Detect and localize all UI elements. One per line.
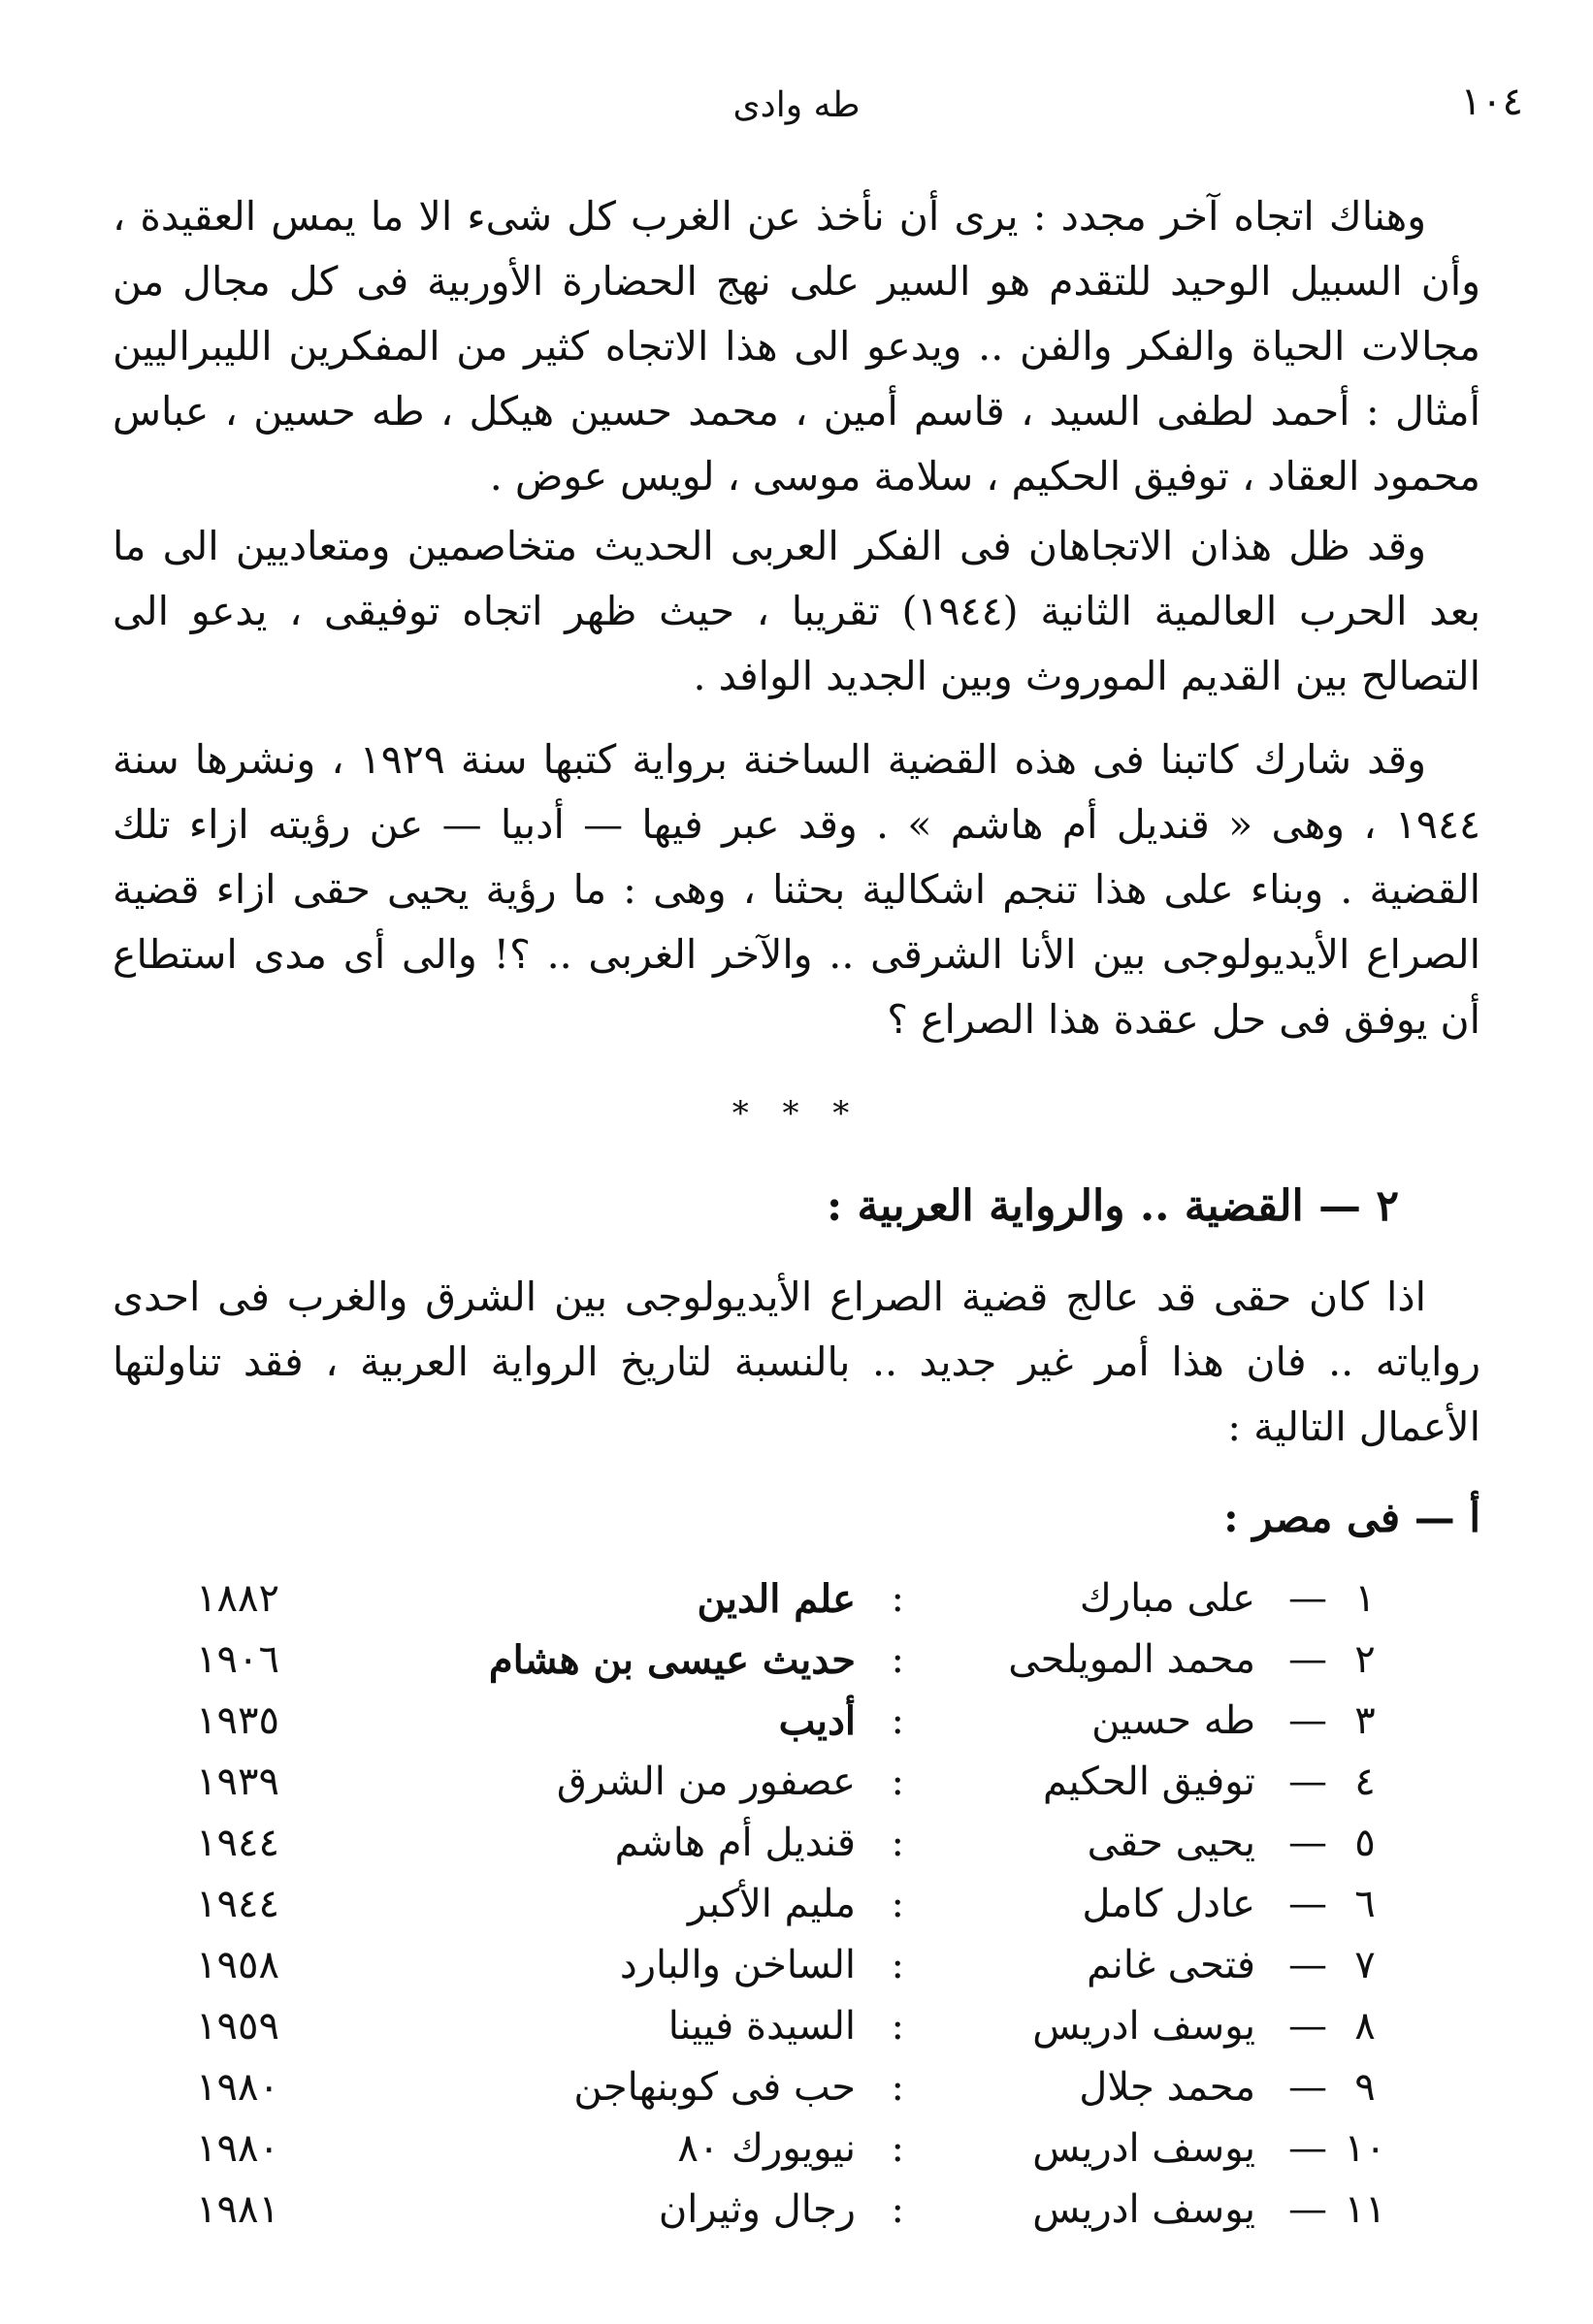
work-row (196, 1637, 1389, 1698)
work-dash: — (1288, 2065, 1327, 2110)
work-title: حديث عيسى بن هشام (488, 1637, 856, 1683)
work-author: يوسف ادريس (1032, 2187, 1255, 2232)
work-author: يوسف ادريس (1032, 2126, 1255, 2171)
work-dash: — (1288, 1576, 1327, 1621)
work-title: قنديل أم هاشم (614, 1821, 856, 1865)
work-number: ١١ (1344, 2187, 1386, 2232)
work-year: ١٩٣٩ (196, 1759, 279, 1804)
work-colon: : (891, 2187, 904, 2232)
work-year: ١٩٠٦ (196, 1637, 279, 1682)
work-number: ١٠ (1344, 2126, 1386, 2171)
work-title: مليم الأكبر (687, 1882, 856, 1926)
work-dash: — (1288, 1759, 1327, 1804)
section-separator: * * * (731, 1094, 862, 1133)
work-author: عادل كامل (1082, 1882, 1255, 1926)
paragraph-3 (113, 727, 1480, 1052)
work-year: ١٩٣٥ (196, 1698, 279, 1743)
work-dash: — (1288, 1698, 1327, 1743)
work-year: ١٩٥٨ (196, 1943, 279, 1987)
work-dash: — (1288, 1637, 1327, 1682)
work-colon: : (891, 1943, 904, 1987)
work-number: ١ (1354, 1576, 1376, 1621)
work-colon: : (891, 1821, 904, 1865)
work-number: ٦ (1354, 1882, 1376, 1926)
work-row (196, 1759, 1389, 1821)
work-colon: : (891, 1576, 904, 1621)
section-heading: ٢ — القضية .. والرواية العربية : (826, 1181, 1399, 1231)
work-number: ٩ (1354, 2065, 1376, 2110)
work-colon: : (891, 2126, 904, 2171)
work-dash: — (1288, 1943, 1327, 1987)
work-colon: : (891, 1698, 904, 1743)
work-colon: : (891, 2065, 904, 2110)
work-title: الساخن والبارد (619, 1943, 856, 1987)
work-title: نيويورك ٨٠ (677, 2126, 856, 2171)
paragraph-text: وقد شارك كاتبنا فى هذه القضية الساخنة برواية كتبها سنة ١٩٢٩ ، ونشرها سنة ١٩٤٤ ، وهى « قنديل أم هاشم » . وقد عبر فيها — أدبيا — عن رؤيته ازاء تلك القضية . وبناء على هذا تنجم اشكالية بحثنا ، وهى : ما رؤية يحيى حقى ازاء قضية الصراع الأيديولوجى بين الأنا الشرقى .. والآخر الغربى .. ؟! والى أى مدى استطاع أن يوفق فى حل عقدة هذا الصراع ؟ (113, 736, 1480, 1043)
work-title: السيدة فيينا (667, 2004, 856, 2049)
work-number: ٥ (1354, 1821, 1376, 1865)
works-list (196, 1576, 1389, 2248)
work-author: على مبارك (1079, 1576, 1255, 1621)
work-title: رجال وثيران (658, 2187, 856, 2232)
work-author: محمد جلال (1079, 2065, 1255, 2110)
work-number: ٣ (1354, 1698, 1376, 1743)
work-dash: — (1288, 1821, 1327, 1865)
work-year: ١٩٤٤ (196, 1882, 279, 1926)
work-row (196, 2004, 1389, 2065)
work-colon: : (891, 2004, 904, 2049)
page-number: ١٠٤ (1460, 80, 1523, 124)
paragraph-2 (113, 514, 1480, 709)
paragraph-1 (113, 184, 1480, 509)
work-colon: : (891, 1637, 904, 1682)
work-dash: — (1288, 2126, 1327, 2171)
paragraph-text: وقد ظل هذان الاتجاهان فى الفكر العربى الحديث متخاصمين ومتعاديين الى ما بعد الحرب العالمية الثانية (١٩٤٤) تقريبا ، حيث ظهر اتجاه توفيقى ، يدعو الى التصالح بين القديم الموروث وبين الجديد الوافد . (113, 523, 1480, 699)
work-number: ٢ (1354, 1637, 1376, 1682)
work-author: طه حسين (1091, 1698, 1255, 1743)
work-author: يحيى حقى (1087, 1821, 1255, 1865)
work-author: توفيق الحكيم (1043, 1759, 1255, 1804)
work-year: ١٩٨١ (196, 2187, 279, 2232)
work-row (196, 1698, 1389, 1759)
work-title: علم الدين (697, 1576, 856, 1622)
subsection-heading: أ — فى مصر : (1223, 1494, 1480, 1541)
work-author: يوسف ادريس (1032, 2004, 1255, 2049)
work-dash: — (1288, 1882, 1327, 1926)
work-row (196, 1943, 1389, 2004)
work-number: ٤ (1354, 1759, 1376, 1804)
work-title: أديب (778, 1698, 856, 1744)
work-author: فتحى غانم (1087, 1943, 1255, 1987)
work-year: ١٩٨٠ (196, 2126, 279, 2171)
work-year: ١٩٤٤ (196, 1821, 279, 1865)
work-title: عصفور من الشرق (556, 1759, 856, 1804)
work-colon: : (891, 1759, 904, 1804)
work-year: ١٨٨٢ (196, 1576, 279, 1621)
work-row (196, 2126, 1389, 2187)
work-row (196, 1821, 1389, 1882)
work-row (196, 2187, 1389, 2248)
work-row (196, 2065, 1389, 2126)
work-title: حب فى كوبنهاجن (573, 2065, 856, 2110)
paragraph-text: اذا كان حقى قد عالج قضية الصراع الأيديولوجى بين الشرق والغرب فى احدى رواياته .. فان هذا أمر غير جديد .. بالنسبة لتاريخ الرواية العربية ، فقد تناولتها الأعمال التالية : (113, 1274, 1480, 1450)
paragraph-4 (113, 1265, 1480, 1460)
work-colon: : (891, 1882, 904, 1926)
work-author: محمد المويلحى (1008, 1637, 1255, 1682)
work-year: ١٩٥٩ (196, 2004, 279, 2049)
paragraph-text: وهناك اتجاه آخر مجدد : يرى أن نأخذ عن الغرب كل شىء الا ما يمس العقيدة ، وأن السبيل الوحيد للتقدم هو السير على نهج الحضارة الأوربية فى كل مجال من مجالات الحياة والفكر والفن .. ويدعو الى هذا الاتجاه كثير من المفكرين الليبراليين أمثال : أحمد لطفى السيد ، قاسم أمين ، محمد حسين هيكل ، طه حسين ، عباس محمود العقاد ، توفيق الحكيم ، سلامة موسى ، لويس عوض . (113, 193, 1480, 500)
work-dash: — (1288, 2187, 1327, 2232)
work-row (196, 1882, 1389, 1943)
work-dash: — (1288, 2004, 1327, 2049)
work-number: ٨ (1354, 2004, 1376, 2049)
running-head: طه وادى (732, 85, 861, 125)
work-number: ٧ (1354, 1943, 1376, 1987)
work-year: ١٩٨٠ (196, 2065, 279, 2110)
work-row (196, 1576, 1389, 1637)
